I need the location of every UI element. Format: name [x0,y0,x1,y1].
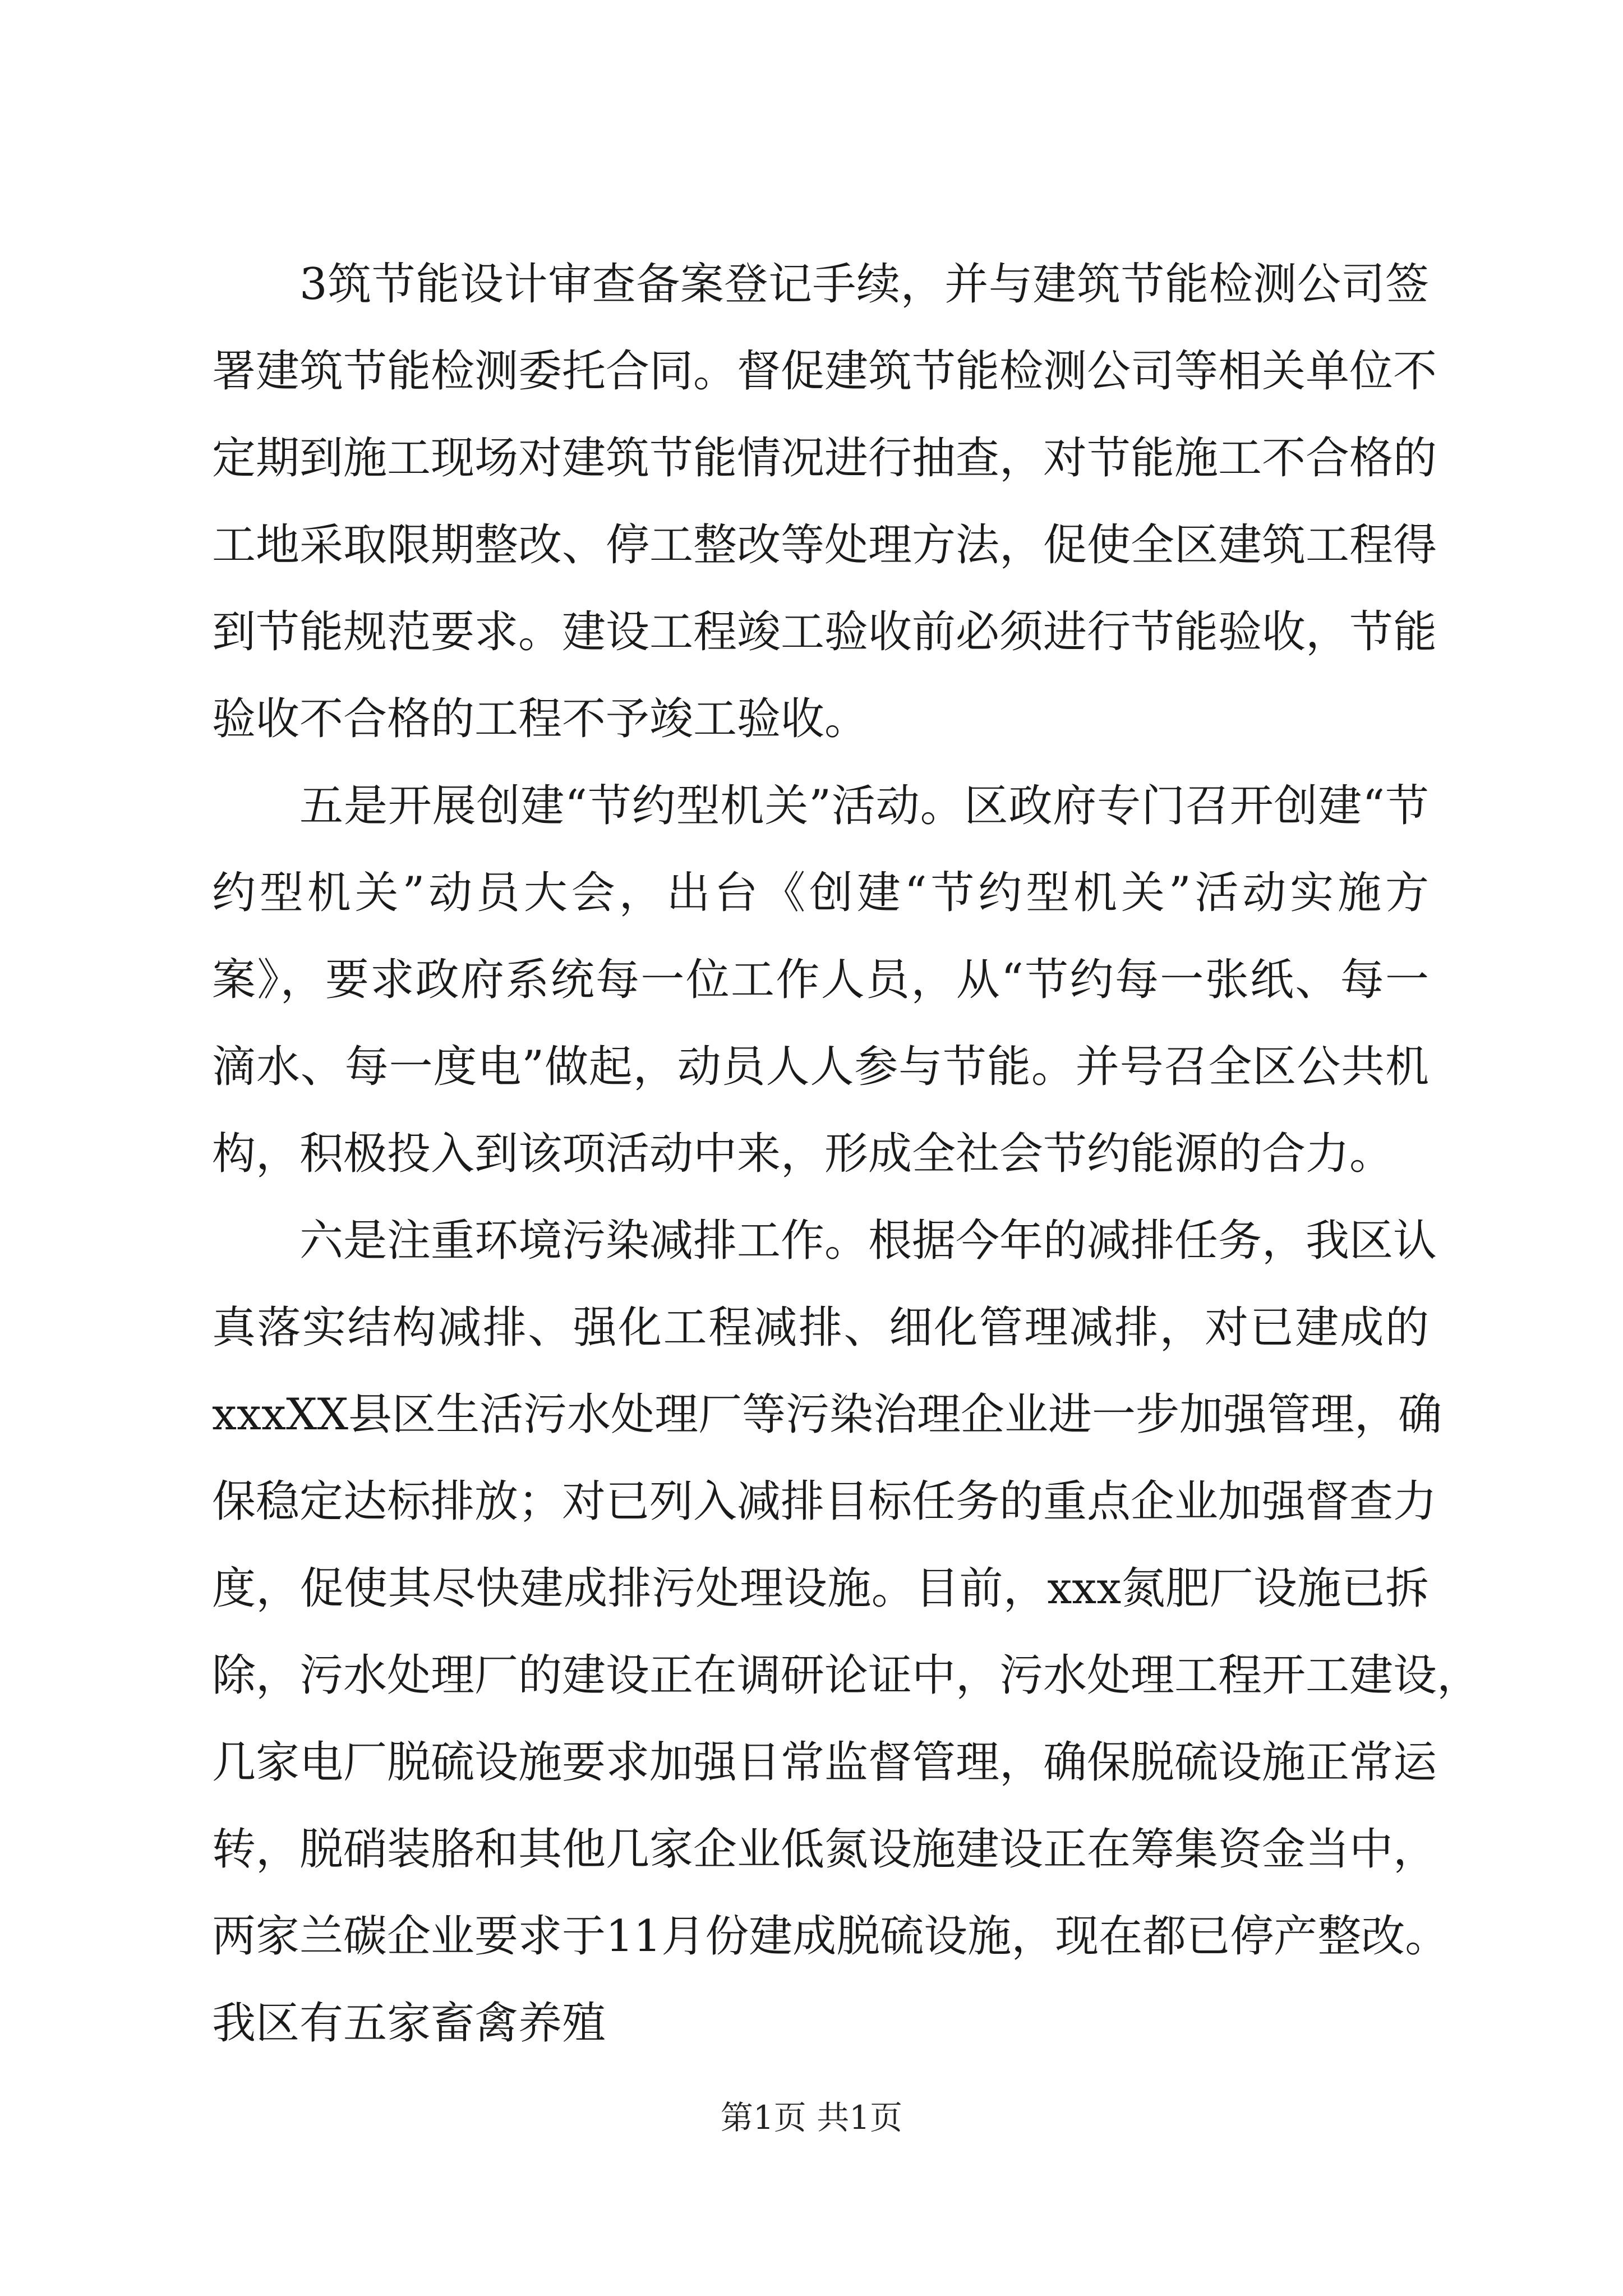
page-footer: 第1页 共1页 [720,2099,903,2137]
paragraph-line: 转，脱硝装胳和其他几家企业低氮设施建设正在筹集资金当中， [212,1824,1437,1875]
paragraph-line: 构，积极投入到该项活动中来，形成全社会节约能源的合力。 [212,1129,1394,1179]
paragraph-line: 案》，要求政府系统每一位工作人员，从“节约每一张纸、每一 [212,955,1429,1005]
paragraph-line: 五是开展创建“节约型机关”活动。区政府专门召开创建“节 [299,781,1429,831]
paragraph-line: xxxXX县区生活污水处理厂等污染治理企业进一步加强管理，确 [212,1389,1442,1440]
paragraph-line: 真落实结构减排、强化工程减排、细化管理减排，对已建成的 [212,1303,1429,1353]
paragraph-line: 几家电厂脱硫设施要求加强日常监督管理，确保脱硫设施正常运 [212,1737,1437,1788]
paragraph-line: 署建筑节能检测委托合同。督促建筑节能检测公司等相关单位不 [212,346,1437,397]
paragraph-line: 我区有五家畜禽养殖 [212,1998,606,2049]
paragraph-line: 定期到施工现场对建筑节能情况进行抽查，对节能施工不合格的 [212,433,1437,484]
paragraph-line: 度，促使其尽快建成排污处理设施。目前，xxx氮肥厂设施已拆 [212,1563,1429,1614]
paragraph-line: 六是注重环境污染减排工作。根据今年的减排任务，我区认 [299,1216,1437,1266]
paragraph-line: 两家兰碳企业要求于11月份建成脱硫设施，现在都已停产整改。 [212,1911,1449,1962]
paragraph-line: 约型机关”动员大会，出台《创建“节约型机关”活动实施方 [212,868,1429,918]
paragraph-line: 滴水、每一度电”做起，动员人人参与节能。并号召全区公共机 [212,1042,1429,1092]
paragraph-line: 验收不合格的工程不予竣工验收。 [212,694,869,744]
paragraph-line: 除，污水处理厂的建设正在调研论证中，污水处理工程开工建设， [212,1650,1481,1701]
document-body [212,241,1481,2067]
paragraph-line: 3筑节能设计审查备案登记手续，并与建筑节能检测公司签 [299,259,1429,310]
paragraph-line: 工地采取限期整改、停工整改等处理方法，促使全区建筑工程得 [212,520,1437,570]
paragraph-line: 到节能规范要求。建设工程竣工验收前必须进行节能验收，节能 [212,607,1437,657]
paragraph-line: 保稳定达标排放；对已列入减排目标任务的重点企业加强督查力 [212,1476,1437,1527]
